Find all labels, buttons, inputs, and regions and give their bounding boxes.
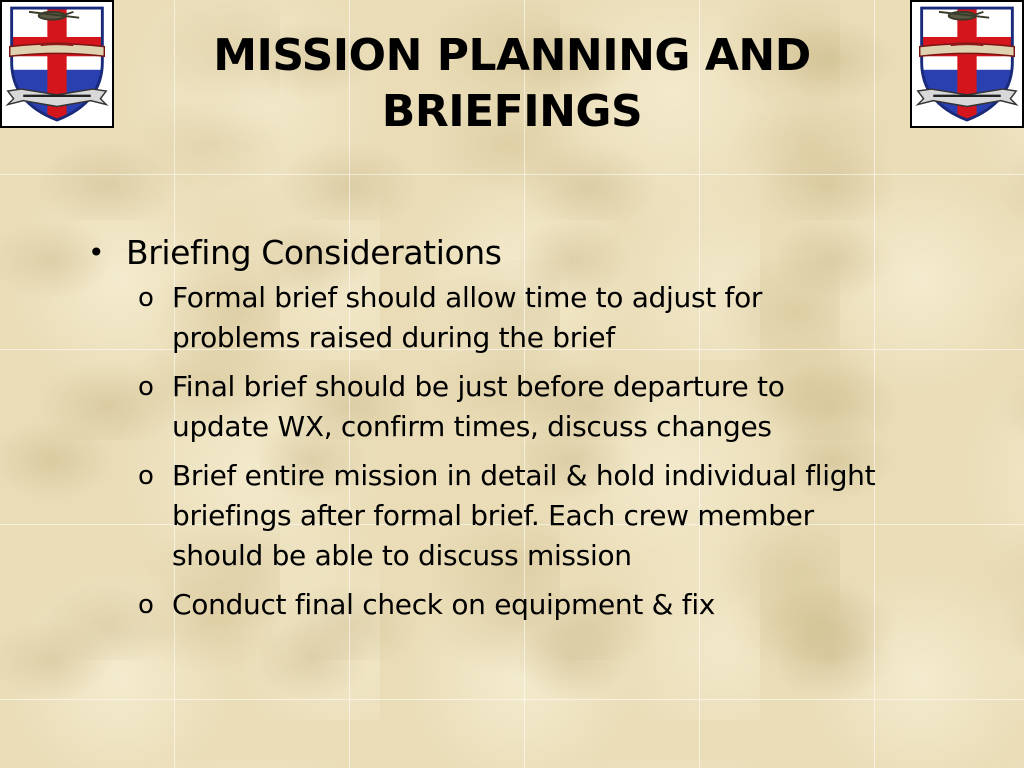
sub-bullet-item [86, 278, 886, 358]
slide-title-line-2: BRIEFINGS [381, 86, 643, 137]
bullet-marker: • [88, 236, 105, 269]
unit-crest-logo-right [910, 0, 1024, 128]
crusaders-shield-icon [2, 2, 112, 126]
sub-bullet-text: Formal brief should allow time to adjust for problems raised during the brief [172, 281, 763, 354]
slide-body [86, 230, 886, 634]
sub-bullet-text: Brief entire mission in detail & hold individual flight briefings after formal brief. Each crew member should be able to discuss mission [172, 459, 876, 572]
unit-crest-logo-left [0, 0, 114, 128]
sub-bullet-item [86, 367, 886, 447]
sub-bullet-text: Conduct final check on equipment & fix [172, 588, 716, 621]
sub-bullet-item [86, 585, 886, 625]
sub-bullet-marker: o [138, 372, 154, 402]
slide-title [150, 28, 874, 140]
sub-bullet-list [86, 278, 886, 625]
crusaders-shield-icon [912, 2, 1022, 126]
sub-bullet-marker: o [138, 461, 154, 491]
sub-bullet-item [86, 456, 886, 576]
bullet-item [86, 230, 886, 276]
sub-bullet-marker: o [138, 283, 154, 313]
slide-title-line-1: MISSION PLANNING AND [213, 30, 811, 81]
bullet-text: Briefing Considerations [126, 233, 502, 272]
sub-bullet-marker: o [138, 590, 154, 620]
sub-bullet-text: Final brief should be just before departure to update WX, confirm times, discuss changes [172, 370, 785, 443]
